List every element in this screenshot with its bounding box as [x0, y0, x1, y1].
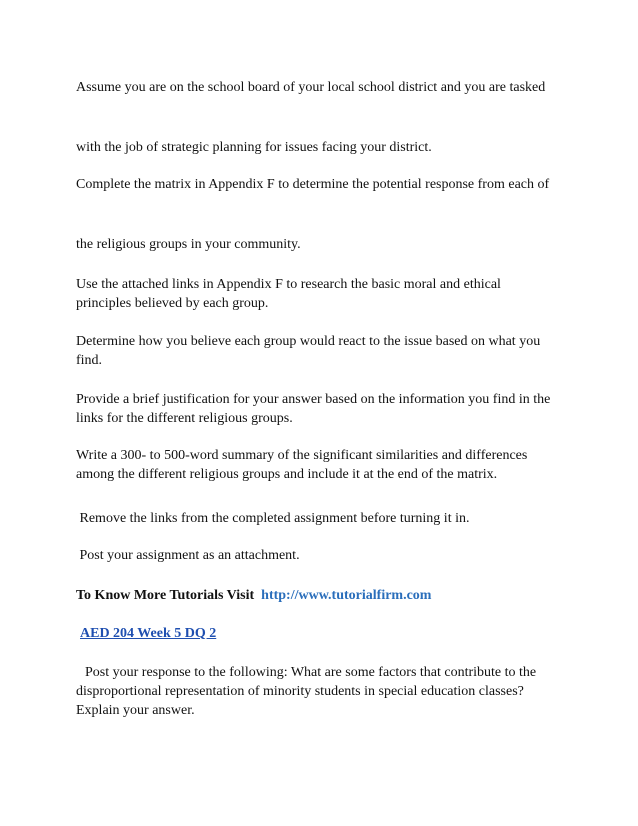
tutorials-label: To Know More Tutorials Visit [76, 588, 258, 603]
paragraph-2: with the job of strategic planning for issues facing your district. [76, 140, 432, 155]
paragraph-9: Remove the links from the completed assignment before turning it in. [76, 511, 470, 526]
paragraph-3: Complete the matrix in Appendix F to determine the potential response from each of [76, 177, 550, 192]
paragraph-4: the religious groups in your community. [76, 237, 301, 252]
tutorials-url-link[interactable]: http://www.tutorialfirm.com [261, 588, 432, 603]
heading-line [80, 624, 570, 643]
paragraph-6: Determine how you believe each group would react to the issue based on what you find. [76, 334, 541, 368]
paragraph-5: Use the attached links in Appendix F to research the basic moral and ethical principles believed by each group. [76, 277, 501, 311]
final-paragraph: Post your response to the following: What are some factors that contribute to the disproportional representation of minority students in special education classes? Explain your answer. [76, 665, 537, 718]
aed-204-week-5-dq-2-link[interactable]: AED 204 Week 5 DQ 2 [80, 626, 217, 641]
paragraph-10: Post your assignment as an attachment. [76, 548, 300, 563]
tutorials-line [76, 586, 566, 605]
paragraph-1: Assume you are on the school board of your local school district and you are tasked [76, 80, 546, 95]
paragraph-7: Provide a brief justification for your answer based on the information you find in the links for the different religious groups. [76, 392, 551, 426]
paragraph-8: Write a 300- to 500-word summary of the significant similarities and differences among the different religious groups and include it at the end of the matrix. [76, 448, 528, 482]
